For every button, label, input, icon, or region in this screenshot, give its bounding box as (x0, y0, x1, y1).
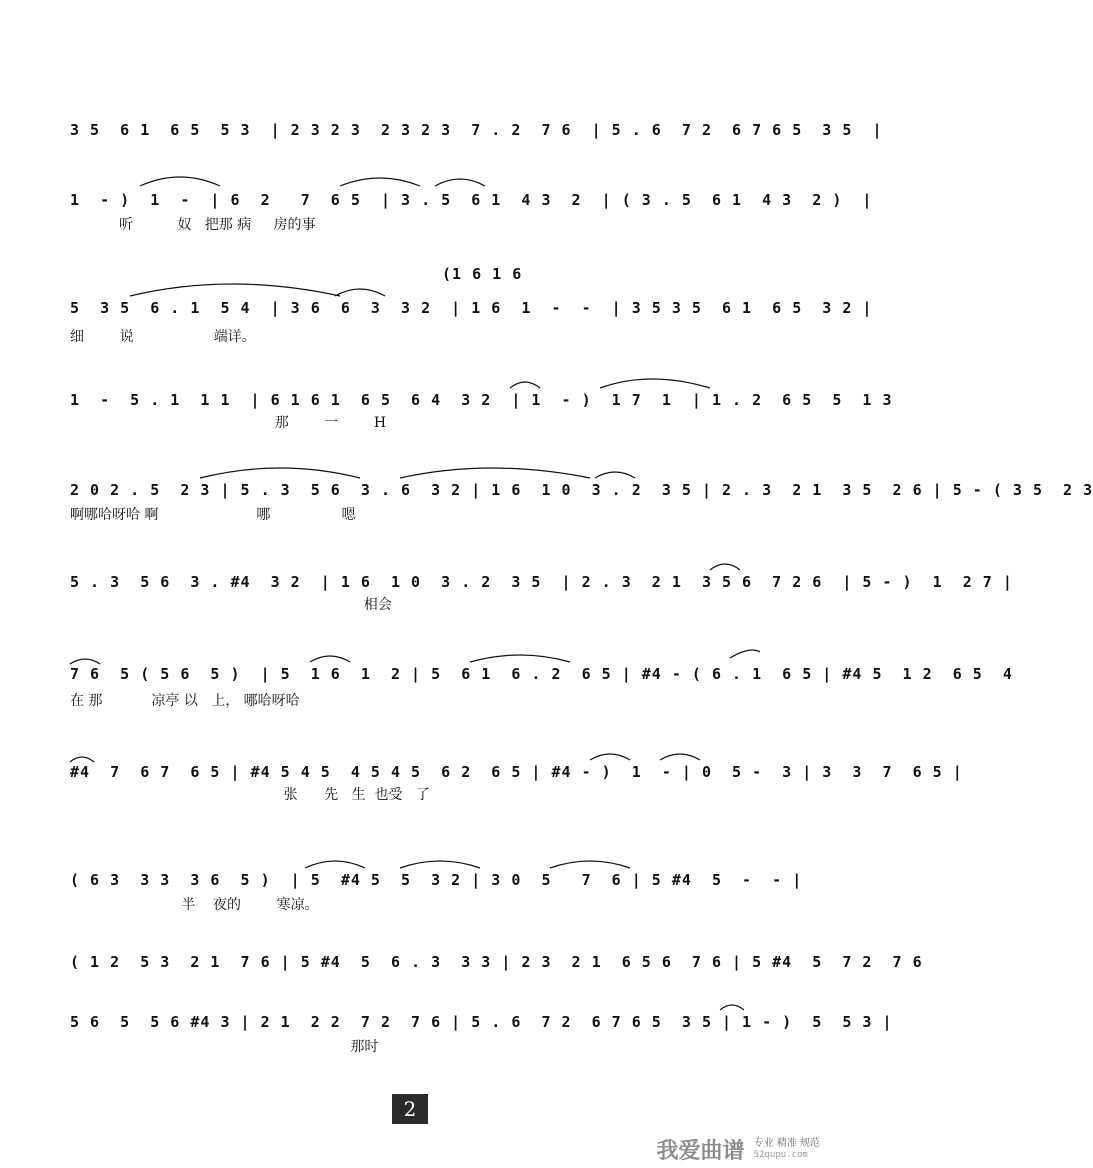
lyric-line: 那时 (70, 1039, 379, 1055)
notation-line: ( 6 3 3 3 3 6 5 ) | 5 #4 5 5 3 2 | 3 0 5 7 6 | 5 #4 5 - - | (70, 871, 803, 889)
notation-line: 3 5 6 1 6 5 5 3 | 2 3 2 3 2 3 2 3 7 . 2 7 6 | 5 . 6 7 2 6 7 6 5 3 5 | (70, 121, 883, 139)
page-number: 2 (392, 1094, 428, 1124)
watermark-logo-text: 我爱曲谱 (656, 1139, 745, 1164)
pre-notation: (1 6 1 6 (442, 265, 523, 283)
lyric-line: 啊哪哈呀哈 啊 哪 嗯 (70, 507, 356, 523)
lyric-line: 半 夜的 寒凉。 (70, 897, 319, 913)
lyric-line: 在 那 凉亭 以 上， 哪哈呀哈 (70, 693, 300, 709)
watermark-site: 52qupu.com (753, 1150, 808, 1160)
lyric-line: 那 一 H (70, 415, 387, 431)
notation-line: 5 . 3 5 6 3 . #4 3 2 | 1 6 1 0 3 . 2 3 5 | 2 . 3 2 1 3 5 6 7 2 6 | 5 - ) 1 2 7 | (70, 573, 1013, 591)
lyric-line: 听 奴 把那 病 房的事 (70, 217, 316, 233)
lyric-line: 张 先 生 也受 了 (70, 787, 430, 803)
notation-line: 7 6 5 ( 5 6 5 ) | 5 1 6 1 2 | 5 6 1 6 . 2 6 5 | #4 - ( 6 . 1 6 5 | #4 5 1 2 6 5 4 (70, 665, 1013, 683)
notation-line: 1 - 5 . 1 1 1 | 6 1 6 1 6 5 6 4 3 2 | 1 - ) 1 7 1 | 1 . 2 6 5 5 1 3 (70, 391, 893, 409)
notation-line: 5 6 5 5 6 #4 3 | 2 1 2 2 7 2 7 6 | 5 . 6 7 2 6 7 6 5 3 5 | 1 - ) 5 5 3 | (70, 1013, 893, 1031)
lyric-line: 相会 (70, 597, 392, 613)
notation-line: 1 - ) 1 - | 6 2 7 6 5 | 3 . 5 6 1 4 3 2 | ( 3 . 5 6 1 4 3 2 ) | (70, 191, 873, 209)
watermark-side (754, 1138, 820, 1161)
notation-line: #4 7 6 7 6 5 | #4 5 4 5 4 5 4 5 6 2 6 5 | #4 - ) 1 - | 0 5 - 3 | 3 3 7 6 5 | (70, 763, 963, 781)
notation-line: 2 0 2 . 5 2 3 | 5 . 3 5 6 3 . 6 3 2 | 1 6 1 0 3 . 2 3 5 | 2 . 3 2 1 3 5 2 6 | 5 - ( 3 5 2 3 (70, 481, 1093, 499)
notation-line: 5 3 5 6 . 1 5 4 | 3 6 6 3 3 2 | 1 6 1 - - | 3 5 3 5 6 1 6 5 3 2 | (70, 299, 873, 317)
site-watermark (657, 1134, 820, 1165)
watermark-tagline: 专业 精准 规范 (753, 1138, 820, 1149)
notation-line: ( 1 2 5 3 2 1 7 6 | 5 #4 5 6 . 3 3 3 | 2 3 2 1 6 5 6 7 6 | 5 #4 5 7 2 7 6 (70, 953, 923, 971)
lyric-line: 细 说 端详。 (70, 329, 256, 345)
